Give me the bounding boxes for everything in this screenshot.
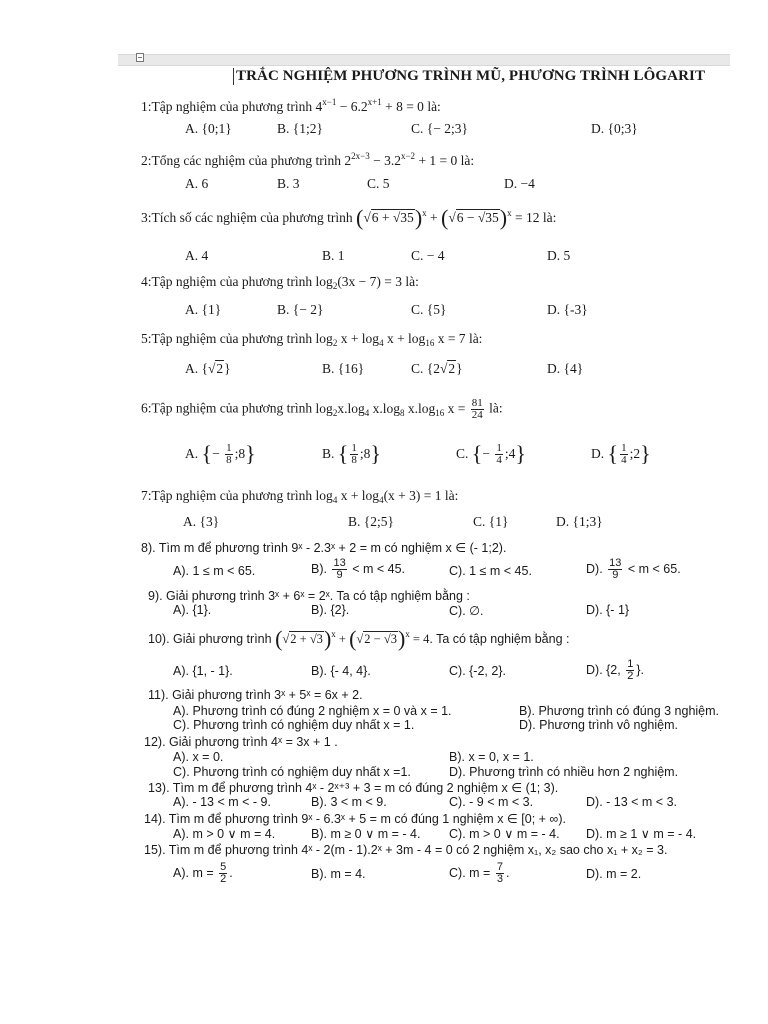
question-2	[141, 151, 474, 169]
q15-option-c[interactable]: C). m = $\frac{7}{3}$ .	[449, 861, 510, 885]
question-11: 11). Giải phương trình 3ˣ + 5ˣ = 6x + 2.	[148, 688, 363, 702]
q7-option-a[interactable]: A. {3}	[183, 514, 220, 529]
question-14: 14). Tìm m để phương trình 9ˣ - 6.3ˣ + 5 = m có đúng 1 nghiệm x ∈ [0; + ∞).	[144, 812, 566, 826]
q2-option-c[interactable]: C. 5	[367, 176, 390, 191]
question-7-tail: là:	[444, 488, 459, 503]
q9-option-c[interactable]: C). ∅.	[449, 604, 484, 618]
q6-option-b[interactable]: B. { $\frac{1}{8}$ ;8}	[322, 441, 381, 467]
question-4	[141, 274, 419, 291]
q4-option-b[interactable]: B. {− 2}	[277, 302, 324, 317]
question-8: 8). Tìm m để phương trình 9ˣ - 2.3ˣ + 2 = m có nghiệm x ∈ (- 1;2).	[141, 541, 507, 555]
q13-option-b[interactable]: B). 3 < m < 9.	[311, 795, 387, 809]
q14-option-d[interactable]: D). m ≥ 1 ∨ m = - 4.	[586, 827, 697, 841]
question-6-equation: $\log_2x.\log_4$ $x.\log_8$ $x.\log_{16}$ x = $\frac{81}{24}$	[315, 397, 483, 421]
document-ruler[interactable]	[118, 54, 730, 66]
q15-option-d[interactable]: D). m = 2.	[586, 867, 642, 881]
q11-option-c[interactable]: C). Phương trình có nghiệm duy nhất x = 1.	[173, 718, 415, 732]
question-6	[141, 398, 503, 421]
question-1-equation: $4^{x-1} - 6.2^{x+1} + 8 = 0$	[315, 97, 424, 114]
q13-option-c[interactable]: C). - 9 < m < 3.	[449, 795, 534, 809]
q6-option-c[interactable]: C. {− $\frac{1}{4}$ ;4}	[456, 441, 526, 467]
q14-option-b[interactable]: B). m ≥ 0 ∨ m = - 4.	[311, 827, 421, 841]
q5-option-d[interactable]: D. {4}	[547, 361, 584, 376]
q6-option-b-label: B.	[322, 446, 335, 461]
q10-option-c[interactable]: C). {-2, 2}.	[449, 664, 506, 678]
q6-option-d[interactable]: D. { $\frac{1}{4}$ ;2}	[591, 441, 651, 467]
q13-option-a[interactable]: A). - 13 < m < - 9.	[173, 795, 271, 809]
q10-option-d-label: D). {2,	[586, 662, 621, 677]
q2-option-d[interactable]: D. −4	[504, 176, 535, 191]
question-7-stem: 7:Tập nghiệm của phương trình	[141, 488, 313, 503]
q7-option-b[interactable]: B. {2;5}	[348, 514, 394, 529]
q7-option-c[interactable]: C. {1}	[473, 514, 509, 529]
question-7	[141, 488, 458, 505]
question-7-equation: $\log_4 x + \log_4(x + 3) = 1$	[315, 488, 442, 505]
q2-option-a[interactable]: A. 6	[185, 176, 209, 191]
q8-option-d[interactable]: D). $\frac{13}{9}$ < m < 65.	[586, 557, 681, 581]
question-2-equation: $2^{2x-3} - 3.2^{x-2} + 1 = 0$	[344, 151, 458, 168]
question-15: 15). Tìm m để phương trình 4ˣ - 2(m - 1).2ˣ + 3m - 4 = 0 có 2 nghiệm x₁, x₂ sao cho x₁ + x₂ = 3.	[144, 843, 668, 857]
q6-option-c-label: C.	[456, 446, 469, 461]
table-move-handle-icon[interactable]	[136, 53, 144, 62]
q5-option-a-label: A.	[185, 361, 199, 376]
q15-option-a-label: A). m =	[173, 865, 214, 880]
question-6-stem: 6:Tập nghiệm của phương trình	[141, 400, 313, 416]
q8-option-b[interactable]: B). $\frac{13}{9}$ < m < 45.	[311, 557, 405, 581]
q12-option-b[interactable]: B). x = 0, x = 1.	[449, 750, 534, 764]
question-2-stem: 2:Tổng các nghiệm của phương trình	[141, 153, 342, 168]
q14-option-a[interactable]: A). m > 0 ∨ m = 4.	[173, 827, 276, 841]
q9-option-b[interactable]: B). {2}.	[311, 603, 350, 617]
q1-option-d[interactable]: D. {0;3}	[591, 121, 638, 136]
q8-option-d-label: D).	[586, 561, 603, 576]
q1-option-b[interactable]: B. {1;2}	[277, 121, 323, 136]
question-3-tail: là:	[542, 210, 557, 225]
q11-option-a[interactable]: A). Phương trình có đúng 2 nghiệm x = 0 và x = 1.	[173, 704, 452, 718]
q10-option-a[interactable]: A). {1, - 1}.	[173, 664, 233, 678]
question-5	[141, 331, 482, 348]
q8-option-c[interactable]: C). 1 ≤ m < 45.	[449, 564, 532, 578]
q3-option-b[interactable]: B. 1	[322, 248, 345, 263]
question-5-equation: $\log_2 x + \log_4 x + \log_{16} x = 7$	[315, 331, 466, 348]
q12-option-a[interactable]: A). x = 0.	[173, 750, 224, 764]
q5-option-c[interactable]: C. {2√2}	[411, 361, 463, 376]
q10-option-d[interactable]: D). {2, $\frac{1}{2}$ }.	[586, 658, 645, 682]
question-4-stem: 4:Tập nghiệm của phương trình	[141, 274, 313, 289]
q4-option-a[interactable]: A. {1}	[185, 302, 222, 317]
q13-option-d[interactable]: D). - 13 < m < 3.	[586, 795, 678, 809]
question-2-tail: là:	[460, 153, 475, 168]
q11-option-b[interactable]: B). Phương trình có đúng 3 nghiệm.	[519, 704, 720, 718]
page-title: TRẮC NGHIỆM PHƯƠNG TRÌNH MŨ, PHƯƠNG TRÌNH LÔGARIT	[233, 68, 705, 85]
question-10-stem: 10). Giải phương trình	[148, 632, 272, 646]
q1-option-c[interactable]: C. {− 2;3}	[411, 121, 468, 136]
q3-option-c[interactable]: C. − 4	[411, 248, 445, 263]
q7-option-d[interactable]: D. {1;3}	[556, 514, 603, 529]
q15-option-a[interactable]: A). m = $\frac{5}{2}$ .	[173, 861, 233, 885]
question-1-stem: 1:Tập nghiệm của phương trình	[141, 99, 313, 114]
q9-option-a[interactable]: A). {1}.	[173, 603, 212, 617]
q14-option-c[interactable]: C). m > 0 ∨ m = - 4.	[449, 827, 560, 841]
q4-option-c[interactable]: C. {5}	[411, 302, 447, 317]
q6-option-d-label: D.	[591, 446, 605, 461]
question-5-tail: là:	[468, 331, 483, 346]
q8-option-b-label: B).	[311, 561, 327, 576]
q6-option-a-label: A.	[185, 446, 199, 461]
q10-option-b[interactable]: B). {- 4, 4}.	[311, 664, 371, 678]
question-13: 13). Tìm m để phương trình 4ˣ - 2ˣ⁺³ + 3 = m có đúng 2 nghiệm x ∈ (1; 3).	[148, 781, 559, 795]
q9-option-d[interactable]: D). {- 1}	[586, 603, 630, 617]
q3-option-a[interactable]: A. 4	[185, 248, 209, 263]
question-10-equation: $(√2 + √3)^x + (√2 - √3)^x = 4$	[275, 626, 430, 651]
q12-option-c[interactable]: C). Phương trình có nghiệm duy nhất x =1.	[173, 765, 411, 779]
q1-option-a[interactable]: A. {0;1}	[185, 121, 232, 136]
question-3-equation: $(√6 + √35)^x + (√6 - √35)^x = 12$	[356, 205, 540, 230]
question-4-equation: $\log_2(3x - 7) = 3$	[315, 274, 403, 291]
q2-option-b[interactable]: B. 3	[277, 176, 300, 191]
q6-option-a[interactable]: A. {− $\frac{1}{8}$ ;8}	[185, 441, 256, 467]
q8-option-a[interactable]: A). 1 ≤ m < 65.	[173, 564, 256, 578]
question-9: 9). Giải phương trình 3ˣ + 6ˣ = 2ˣ. Ta có tập nghiệm bằng :	[148, 589, 470, 603]
q5-option-c-label: C.	[411, 361, 424, 376]
q12-option-d[interactable]: D). Phương trình có nhiều hơn 2 nghiệm.	[449, 765, 679, 779]
question-10	[148, 626, 570, 652]
question-1	[141, 97, 441, 115]
q5-option-b[interactable]: B. {16}	[322, 361, 365, 376]
q3-option-d[interactable]: D. 5	[547, 248, 571, 263]
question-4-tail: là:	[405, 274, 419, 289]
q15-option-b[interactable]: B). m = 4.	[311, 867, 366, 881]
q15-option-c-label: C). m =	[449, 865, 491, 880]
question-1-tail: là:	[427, 99, 441, 114]
question-6-tail: là:	[489, 400, 503, 416]
question-10-tail: . Ta có tập nghiệm bằng :	[429, 632, 570, 646]
q11-option-d[interactable]: D). Phương trình vô nghiệm.	[519, 718, 678, 732]
q5-option-a[interactable]: A. {√2}	[185, 361, 231, 376]
question-12: 12). Giải phương trình 4ˣ = 3x + 1 .	[144, 735, 338, 749]
question-3-stem: 3:Tích số các nghiệm của phương trình	[141, 210, 353, 225]
question-3	[141, 205, 556, 231]
question-5-stem: 5:Tập nghiệm của phương trình	[141, 331, 313, 346]
q4-option-d[interactable]: D. {-3}	[547, 302, 588, 317]
